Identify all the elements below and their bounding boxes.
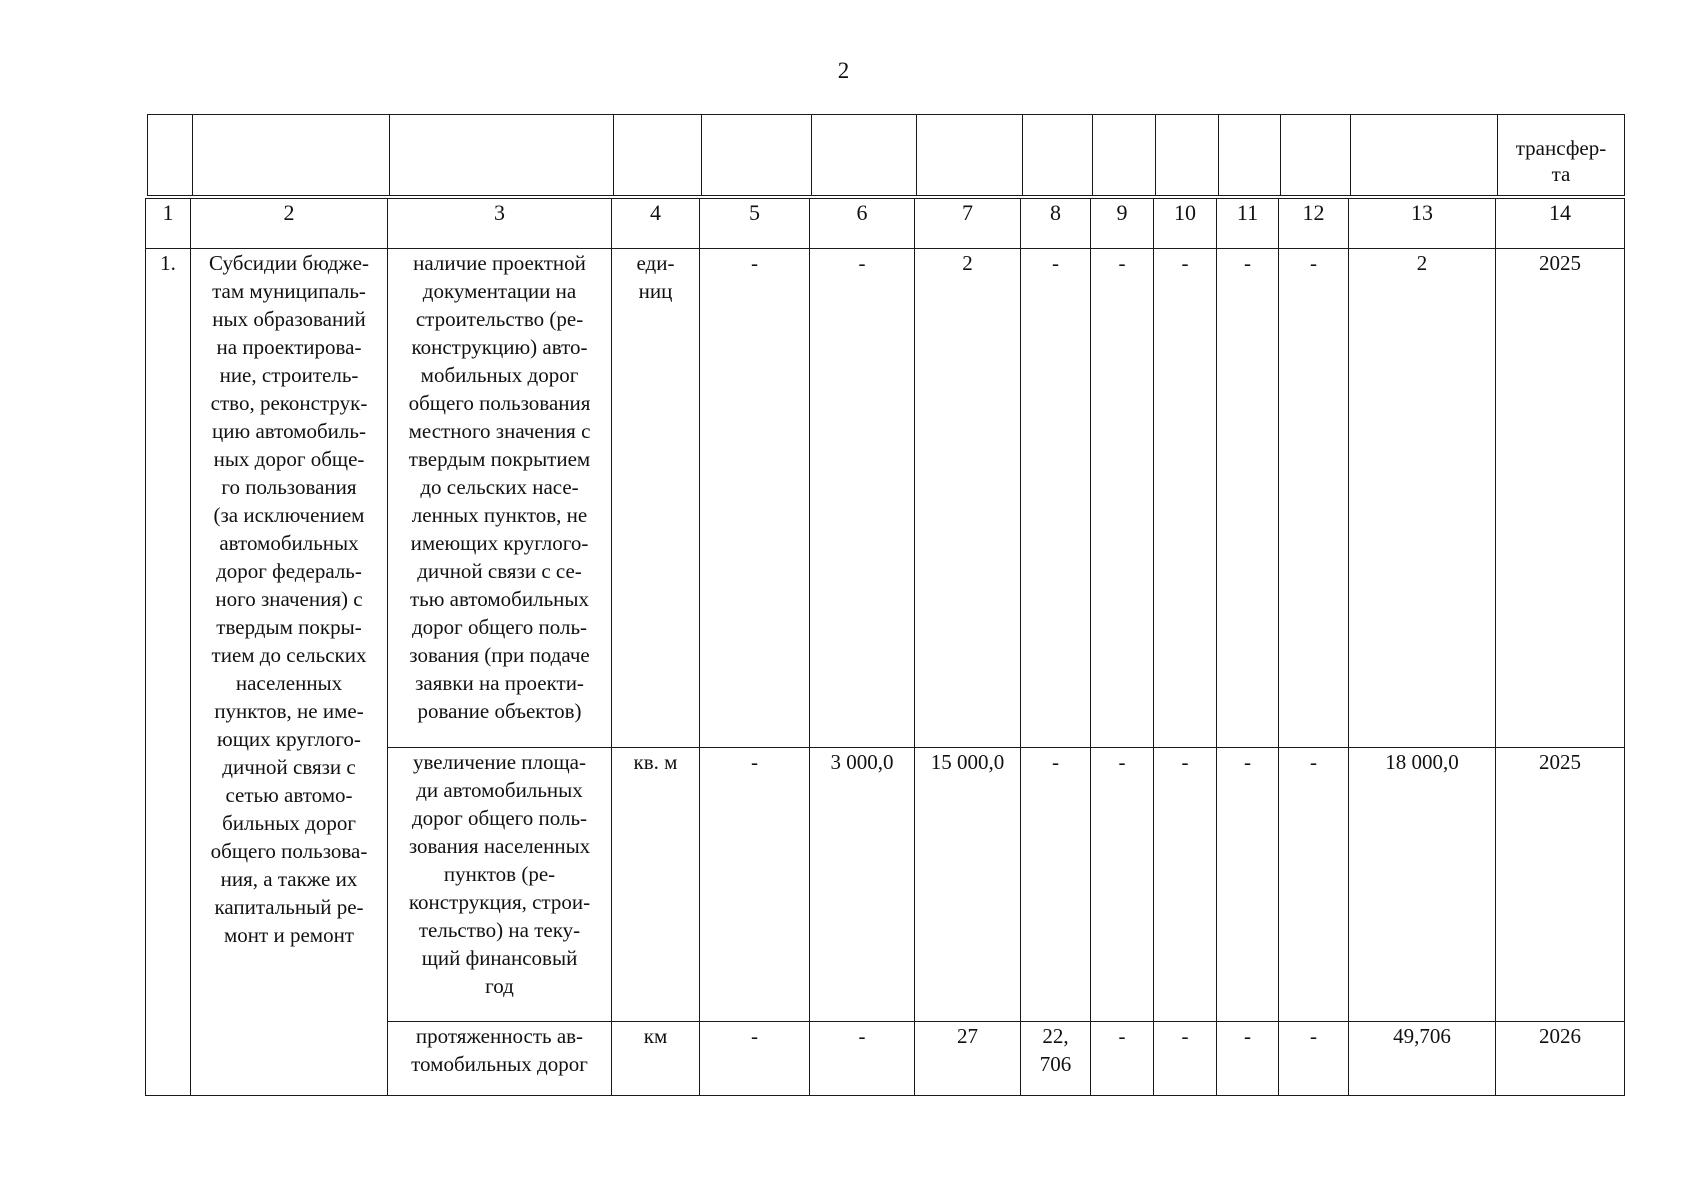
value-cell: -	[1154, 1022, 1217, 1096]
header-cell	[148, 115, 193, 196]
value-cell: -	[1154, 249, 1217, 748]
indicator-name-cell	[388, 748, 612, 1022]
column-number: 11	[1217, 199, 1279, 249]
indicator-unit: еди- ниц	[636, 251, 675, 303]
value-cell: -	[1154, 748, 1217, 1022]
value-cell: -	[1279, 1022, 1349, 1096]
year-cell: 2025	[1496, 249, 1625, 748]
value-cell: 27	[915, 1022, 1021, 1096]
header-cell	[1281, 115, 1351, 196]
header-cell	[1023, 115, 1093, 196]
unit-cell	[612, 748, 700, 1022]
year-cell: 2026	[1496, 1022, 1625, 1096]
header-cell	[812, 115, 917, 196]
column-number: 14	[1496, 199, 1625, 249]
indicator-unit: кв. м	[633, 750, 678, 774]
indicator-unit: км	[643, 1024, 668, 1048]
value-cell: -	[700, 1022, 810, 1096]
header-cell	[614, 115, 702, 196]
indicator-name: наличие проектной документации на строительство (ре- конструкцию) авто- мобильных дорог общего пользования местного значения с твердым покрытием до сельских насе- ленных пунктов, не имеющих круглого- дичной связи с се- тью автомобильных дорог общего поль- зования (при подаче заявки на проекти- рование объектов)	[408, 251, 591, 723]
value-cell: -	[1217, 748, 1279, 1022]
header-continuation-table	[147, 114, 1625, 196]
header-col14-text: трансфер- та	[1515, 136, 1607, 186]
value-cell: 3 000,0	[810, 748, 915, 1022]
table-row	[146, 249, 1625, 748]
value-cell	[1021, 1022, 1091, 1096]
header-cell	[1351, 115, 1498, 196]
indicator-name-cell	[388, 249, 612, 748]
header-cell	[917, 115, 1023, 196]
column-number: 13	[1349, 199, 1496, 249]
column-number: 1	[146, 199, 191, 249]
value-cell: -	[1217, 1022, 1279, 1096]
value-cell: -	[700, 249, 810, 748]
page-number: 2	[837, 58, 850, 83]
year-cell: 2025	[1496, 748, 1625, 1022]
header-cell	[193, 115, 390, 196]
column-number: 6	[810, 199, 915, 249]
value-cell: -	[1021, 748, 1091, 1022]
unit-cell	[612, 249, 700, 748]
value-cell: -	[700, 748, 810, 1022]
column-number: 7	[915, 199, 1021, 249]
indicator-value: 22, 706	[1039, 1024, 1072, 1076]
value-cell: -	[1279, 249, 1349, 748]
header-cell	[1219, 115, 1281, 196]
indicators-table	[145, 198, 1625, 1096]
value-cell: 2	[915, 249, 1021, 748]
value-cell: -	[810, 1022, 915, 1096]
value-cell: -	[1091, 1022, 1154, 1096]
column-number: 10	[1154, 199, 1217, 249]
total-cell: 49,706	[1349, 1022, 1496, 1096]
value-cell: -	[1279, 748, 1349, 1022]
subsidy-description: Субсидии бюдже- там муниципаль- ных образований на проектирова- ние, строитель- ство, реконструк- цию автомобиль- ных дорог обще- го пользования (за исключением автомобильных дорог федераль- ного значения) с твердым покры- тием до сельских населенных пунктов, не име- ющих круглого- дичной связи с сетью автомо- бильных дорог общего пользова- ния, а также их капитальный ре- монт и ремонт	[209, 251, 369, 947]
column-numbers-row	[146, 199, 1625, 249]
value-cell: -	[1021, 249, 1091, 748]
value-cell: -	[1091, 748, 1154, 1022]
column-number: 8	[1021, 199, 1091, 249]
indicator-name: увеличение площа- ди автомобильных дорог общего поль- зования населенных пунктов (ре- конструкция, строи- тельство) на теку- щий финансовый год	[408, 750, 591, 998]
header-cell	[702, 115, 812, 196]
column-number: 2	[191, 199, 388, 249]
header-cell	[1093, 115, 1156, 196]
header-row	[148, 115, 1625, 196]
subsidy-description-cell	[191, 249, 388, 1096]
column-number: 12	[1279, 199, 1349, 249]
indicator-name: протяженность ав- томобильных дорог	[411, 1024, 588, 1076]
header-cell-14	[1498, 115, 1625, 196]
total-cell: 18 000,0	[1349, 748, 1496, 1022]
column-number: 4	[612, 199, 700, 249]
header-cell	[390, 115, 614, 196]
value-cell: -	[1217, 249, 1279, 748]
total-cell: 2	[1349, 249, 1496, 748]
value-cell: -	[1091, 249, 1154, 748]
column-number: 9	[1091, 199, 1154, 249]
header-cell	[1156, 115, 1219, 196]
value-cell: -	[810, 249, 915, 748]
row-number: 1.	[146, 249, 191, 1096]
unit-cell	[612, 1022, 700, 1096]
indicator-name-cell	[388, 1022, 612, 1096]
value-cell: 15 000,0	[915, 748, 1021, 1022]
column-number: 5	[700, 199, 810, 249]
column-number: 3	[388, 199, 612, 249]
